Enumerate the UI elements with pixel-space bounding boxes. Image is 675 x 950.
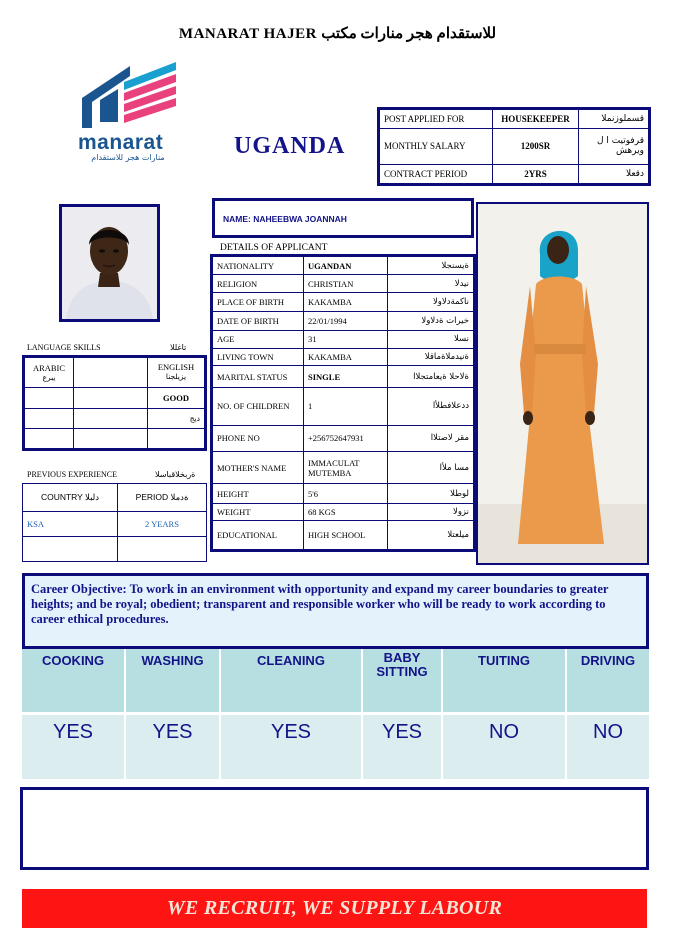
details-value: 68 KGS [304, 504, 388, 520]
skill-column [567, 649, 649, 779]
language-row [24, 429, 206, 450]
experience-title: PREVIOUS EXPERIENCE [27, 470, 118, 479]
details-ar: نزولا [388, 504, 475, 520]
experience-row [23, 537, 207, 562]
details-label: NO. OF CHILDREN [212, 388, 304, 425]
period-head: PERIOD ةدملا [118, 484, 207, 512]
details-row [212, 388, 475, 425]
details-row [212, 366, 475, 388]
post-value: 1200SR [493, 129, 579, 164]
skill-name: WASHING [126, 649, 221, 712]
skill-value: YES [221, 715, 363, 779]
details-row [212, 520, 475, 550]
footer-banner-text: WE RECRUIT, WE SUPPLY LABOUR [166, 897, 503, 919]
empty-cell [74, 388, 148, 409]
manarat-logo [78, 60, 182, 160]
details-value: 31 [304, 330, 388, 348]
experience-period: 2 YEARS [118, 512, 207, 537]
details-row [212, 484, 475, 504]
footer-banner [22, 889, 647, 928]
full-body-photo [476, 202, 649, 565]
skill-value: YES [363, 715, 443, 779]
skill-column [443, 649, 567, 779]
experience-country: KSA [23, 512, 118, 537]
post-ar: قسملوزنملا [579, 109, 650, 129]
details-row [212, 311, 475, 330]
details-label: HEIGHT [212, 484, 304, 504]
skill-column [363, 649, 443, 779]
details-ar: ةنيدملاةماقلا [388, 348, 475, 365]
post-row [379, 109, 650, 129]
details-label: DATE OF BIRTH [212, 311, 304, 330]
language-row [24, 388, 206, 409]
post-value: HOUSEKEEPER [493, 109, 579, 129]
details-value: KAKAMBA [304, 293, 388, 311]
skill-value: YES [22, 715, 126, 779]
skill-value: NO [567, 715, 649, 779]
details-row [212, 451, 475, 483]
details-ar: مسا ملأا [388, 451, 475, 483]
post-table [377, 107, 651, 186]
details-label: PHONE NO [212, 425, 304, 451]
header-title: MANARAT HAJER للاستقدام هجر منارات مكتب [178, 26, 497, 42]
details-row [212, 275, 475, 293]
empty-cell [24, 429, 74, 450]
notes-box [20, 787, 649, 870]
career-objective-text: Career Objective: To work in an environment with opportunity and expand my career boundaries to greater heights; and be royal; obedient; transparent and responsible worker who will be ready to work according to career ethical procedures. [31, 582, 609, 626]
details-ar: نيدلا [388, 275, 475, 293]
details-row [212, 425, 475, 451]
language-title-ar: تاغللا [170, 343, 187, 352]
house-roof-icon [78, 60, 182, 130]
country-head: COUNTRY دلبلا [23, 484, 118, 512]
english-label: ENGLISH [157, 362, 195, 372]
post-label: POST APPLIED FOR [379, 109, 493, 129]
skill-value: YES [126, 715, 221, 779]
details-title: DETAILS OF APPLICANT [220, 243, 328, 253]
experience-title-ar: ةربخلاقباسلا [155, 470, 196, 479]
details-row [212, 330, 475, 348]
english-level: GOOD [148, 388, 206, 409]
empty-cell [24, 408, 74, 429]
post-label: MONTHLY SALARY [379, 129, 493, 164]
empty-cell [74, 408, 148, 429]
english-label-ar: يزيلجنا [165, 372, 187, 381]
empty-cell [118, 537, 207, 562]
skill-name: BABY SITTING [363, 649, 443, 712]
details-row [212, 293, 475, 311]
logo-tagline: منارات هجر للاستقدام [91, 153, 165, 162]
details-value: UGANDAN [304, 256, 388, 275]
details-ar: ةلاحلا ةيعامتجلاا [388, 366, 475, 388]
skill-name: TUITING [443, 649, 567, 712]
details-label: NATIONALITY [212, 256, 304, 275]
arabic-label-ar: يبرع [42, 373, 56, 382]
skill-name: DRIVING [567, 649, 649, 712]
person-portrait-icon [62, 207, 157, 319]
arabic-label: ARABIC [32, 363, 66, 373]
empty-cell [23, 537, 118, 562]
skill-column [126, 649, 221, 779]
details-ar: ميلعتلا [388, 520, 475, 550]
experience-head-row [23, 484, 207, 512]
details-ar: نسلا [388, 330, 475, 348]
details-table [210, 254, 476, 552]
details-value: HIGH SCHOOL [304, 520, 388, 550]
details-label: AGE [212, 330, 304, 348]
details-label: MARITAL STATUS [212, 366, 304, 388]
details-value: SINGLE [304, 366, 388, 388]
language-row [24, 357, 206, 388]
post-ar: دقعلا [579, 164, 650, 184]
post-row [379, 129, 650, 164]
post-value: 2YRS [493, 164, 579, 184]
experience-table [22, 483, 207, 562]
details-label: RELIGION [212, 275, 304, 293]
arabic-cell [24, 357, 74, 388]
details-value: CHRISTIAN [304, 275, 388, 293]
skill-value: NO [443, 715, 567, 779]
skill-column [221, 649, 363, 779]
english-level-ar: ديج [148, 408, 206, 429]
language-title: LANGUAGE SKILLS [27, 343, 101, 352]
country-title: UGANDA [234, 133, 346, 159]
empty-cell [74, 429, 148, 450]
empty-cell [148, 429, 206, 450]
arabic-level-cell [74, 357, 148, 388]
details-value: 5'6 [304, 484, 388, 504]
details-value: 22/01/1994 [304, 311, 388, 330]
post-ar: قرفوتيت ا ل ويرهش [579, 129, 650, 164]
language-table [22, 355, 207, 451]
details-value: IMMACULAT MUTEMBA [304, 451, 388, 483]
language-row [24, 408, 206, 429]
person-full-body-icon [478, 204, 647, 563]
details-ar: ناكمةدلاولا [388, 293, 475, 311]
applicant-name: NAME: NAHEEBWA JOANNAH [223, 214, 347, 224]
english-cell [148, 357, 206, 388]
skill-name: CLEANING [221, 649, 363, 712]
portrait-photo [59, 204, 160, 322]
details-value: +256752647931 [304, 425, 388, 451]
empty-cell [24, 388, 74, 409]
name-box [212, 198, 474, 238]
post-label: CONTRACT PERIOD [379, 164, 493, 184]
details-ar: ددعلافطلأا [388, 388, 475, 425]
details-label: MOTHER'S NAME [212, 451, 304, 483]
details-label: EDUCATIONAL [212, 520, 304, 550]
details-ar: مقر لاصتلاا [388, 425, 475, 451]
details-row [212, 504, 475, 520]
details-ar: ةيسنجلا [388, 256, 475, 275]
details-label: WEIGHT [212, 504, 304, 520]
skill-column [22, 649, 126, 779]
details-row [212, 348, 475, 365]
details-ar: خيرات ةدلاولا [388, 311, 475, 330]
skill-name: COOKING [22, 649, 126, 712]
career-objective-box [22, 573, 649, 649]
experience-row [23, 512, 207, 537]
logo-brand: manarat [78, 131, 164, 154]
details-label: PLACE OF BIRTH [212, 293, 304, 311]
post-row [379, 164, 650, 184]
details-row [212, 256, 475, 275]
skills-table [22, 649, 649, 779]
details-label: LIVING TOWN [212, 348, 304, 365]
details-value: KAKAMBA [304, 348, 388, 365]
details-value: 1 [304, 388, 388, 425]
details-ar: لوطلا [388, 484, 475, 504]
